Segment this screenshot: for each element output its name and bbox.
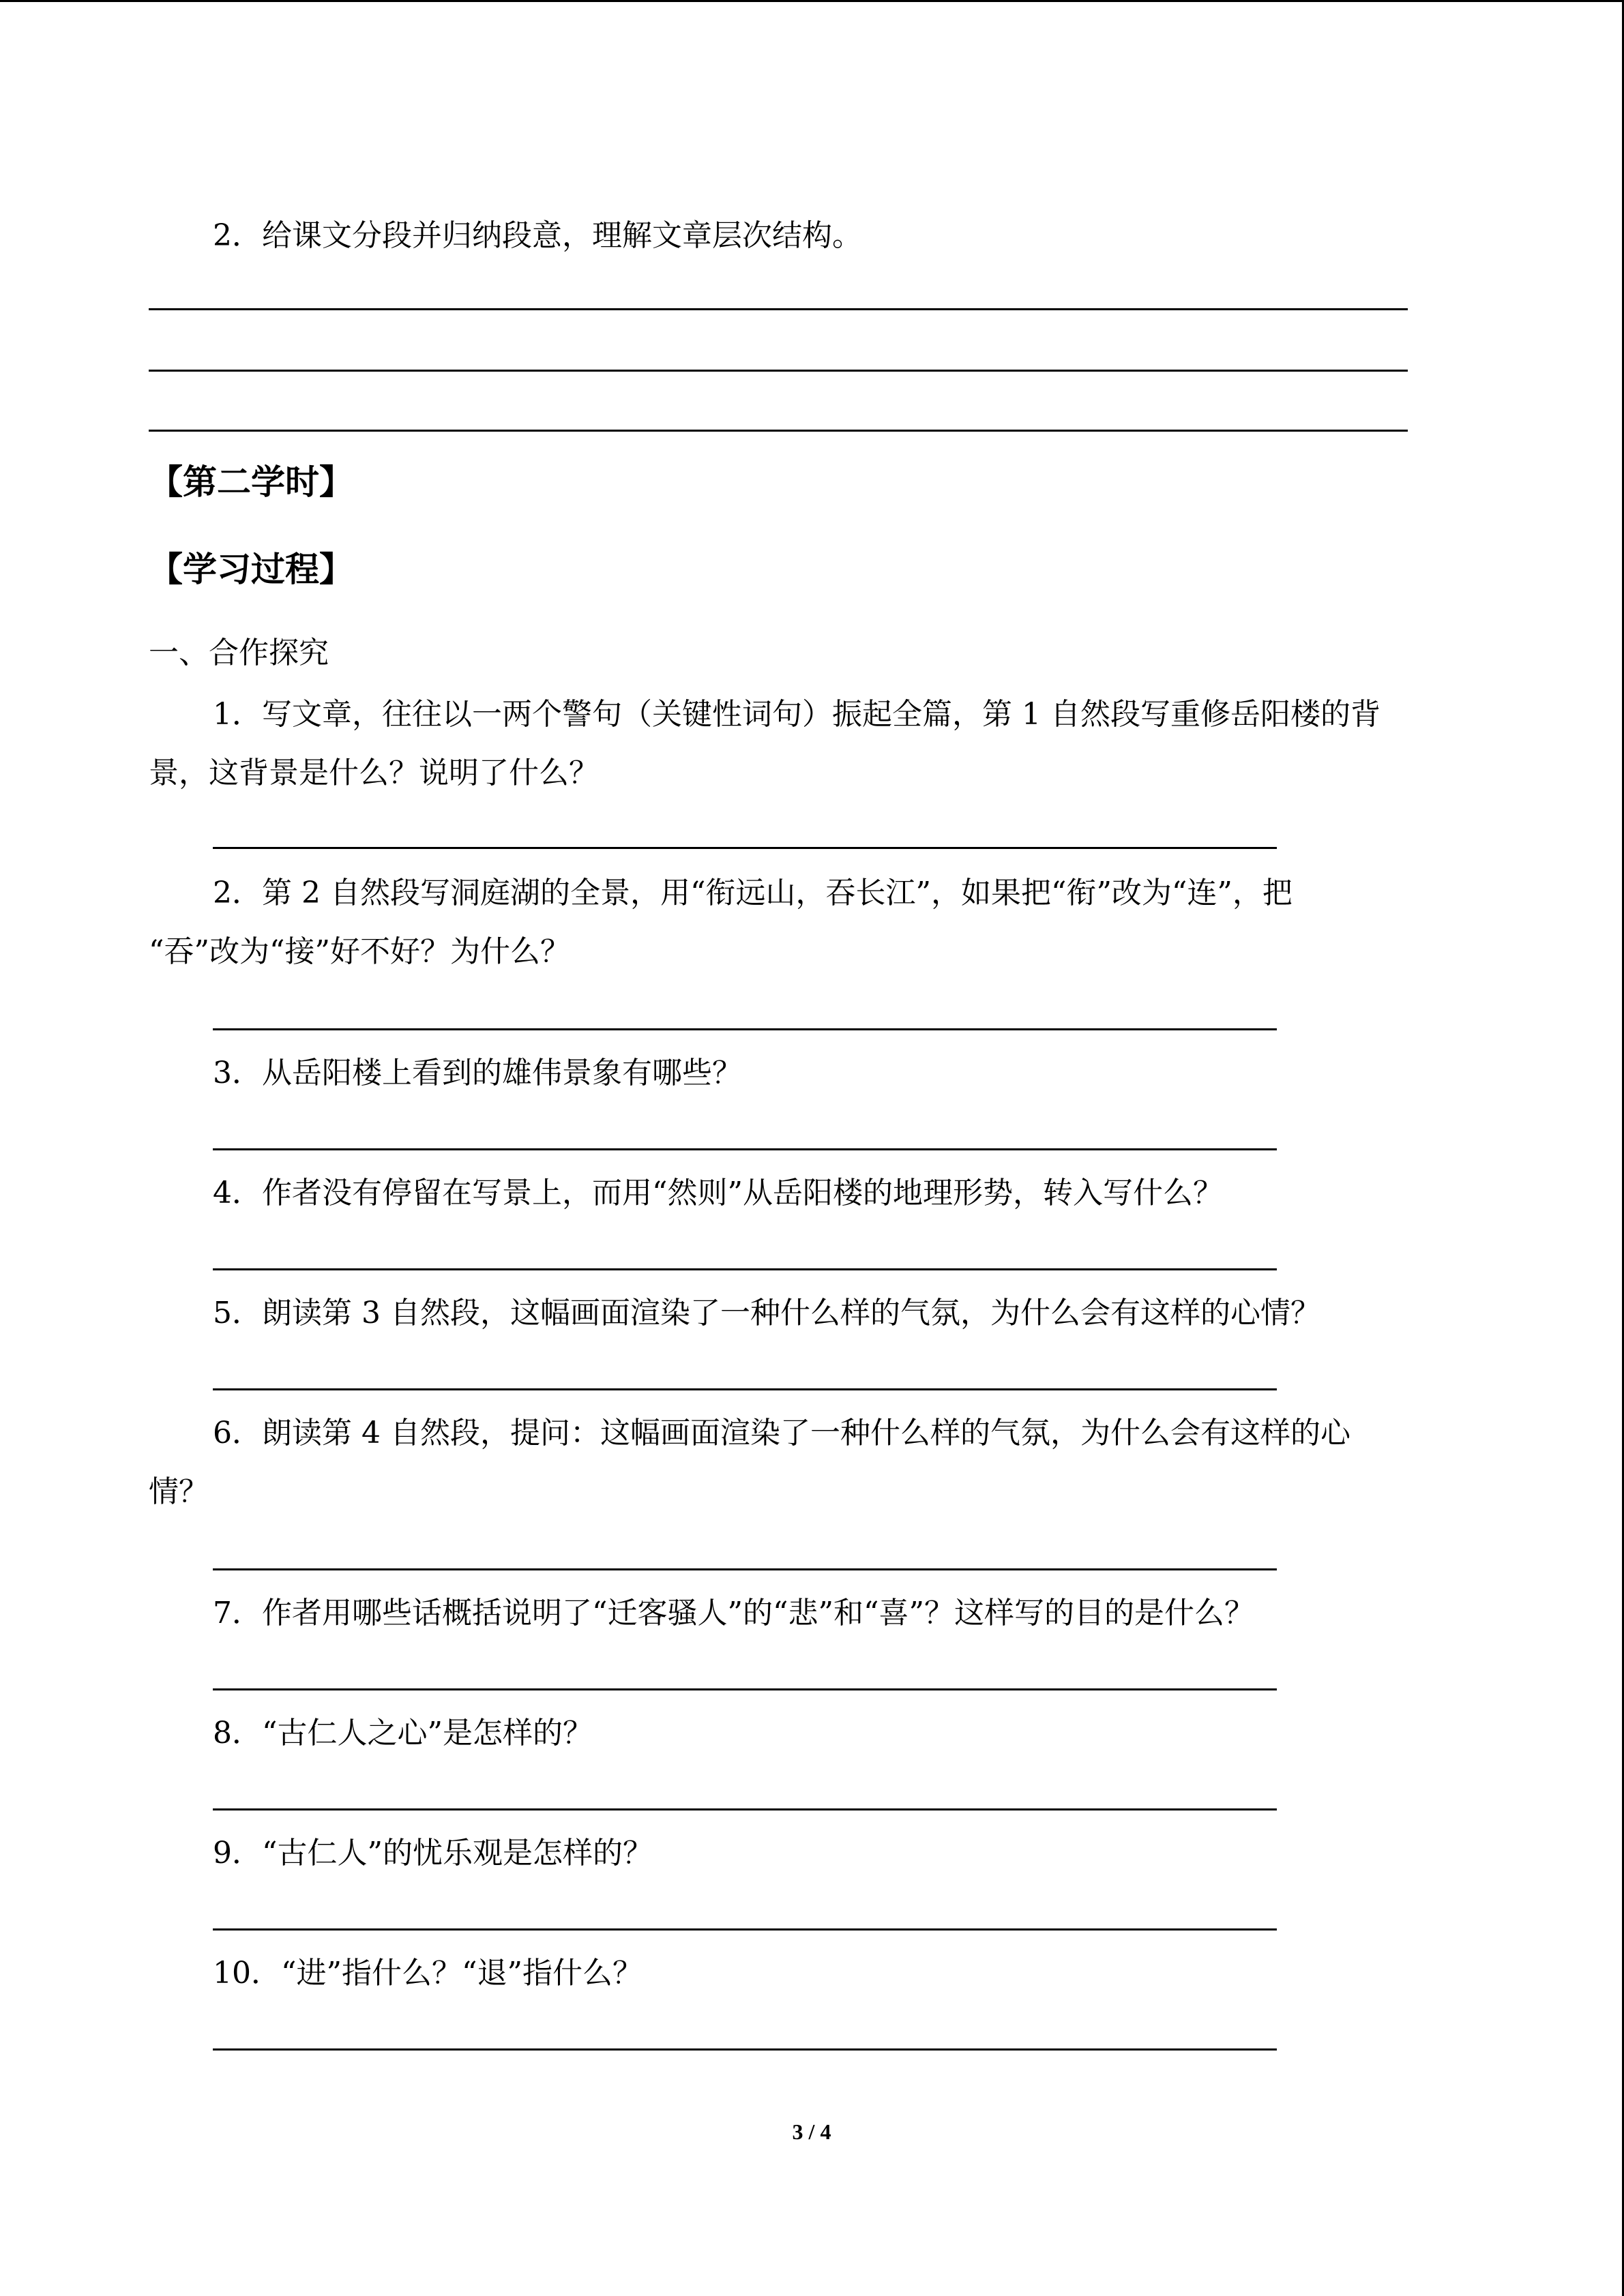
question-7: 7．作者用哪些话概括说明了“迁客骚人”的“悲”和“喜”？这样写的目的是什么？ <box>213 1596 1254 1630</box>
question-6-line-2: 情？ <box>149 1474 209 1509</box>
answer-line <box>149 370 1408 372</box>
question-5: 5．朗读第 3 自然段，这幅画面渲染了一种什么样的气氛，为什么会有这样的心情？ <box>213 1296 1320 1330</box>
answer-line <box>213 1388 1277 1390</box>
section-heading: 【第二学时】 <box>149 462 353 502</box>
question-2-line-2: “吞”改为“接”好不好？为什么？ <box>149 934 570 969</box>
question-4: 4．作者没有停留在写景上，而用“然则”从岳阳楼的地理形势，转入写什么？ <box>213 1176 1223 1210</box>
answer-line <box>213 1268 1277 1270</box>
process-heading: 【学习过程】 <box>149 550 353 589</box>
answer-line <box>213 1028 1277 1030</box>
answer-line <box>213 847 1277 849</box>
question-2-line-1: 2．第 2 自然段写洞庭湖的全景，用“衔远山，吞长江”，如果把“衔”改为“连”，把 <box>213 876 1293 910</box>
answer-line <box>213 1688 1277 1690</box>
question-6-line-1: 6．朗读第 4 自然段，提问：这幅画面渲染了一种什么样的气氛，为什么会有这样的心 <box>213 1416 1350 1450</box>
question-1-line-2: 景，这背景是什么？说明了什么？ <box>149 756 599 790</box>
question-10: 10．“进”指什么？“退”指什么？ <box>213 1956 643 1991</box>
part1-question-2: 2．给课文分段并归纳段意，理解文章层次结构。 <box>213 218 862 253</box>
answer-line <box>213 2048 1277 2051</box>
question-9: 9．“古仁人”的忧乐观是怎样的？ <box>213 1836 653 1870</box>
answer-line <box>213 1808 1277 1810</box>
answer-line <box>149 308 1408 310</box>
page-border-top <box>0 0 1624 2</box>
answer-line <box>213 1928 1277 1930</box>
question-8: 8．“古仁人之心”是怎样的？ <box>213 1716 593 1750</box>
question-1-line-1: 1．写文章，往往以一两个警句（关键性词句）振起全篇，第 1 自然段写重修岳阳楼的背 <box>213 697 1381 732</box>
answer-line <box>149 430 1408 432</box>
answer-line <box>213 1148 1277 1150</box>
question-3: 3．从岳阳楼上看到的雄伟景象有哪些？ <box>213 1056 742 1090</box>
part-title: 一、合作探究 <box>149 636 329 670</box>
answer-line <box>213 1568 1277 1570</box>
page-number: 3 / 4 <box>792 2119 831 2144</box>
